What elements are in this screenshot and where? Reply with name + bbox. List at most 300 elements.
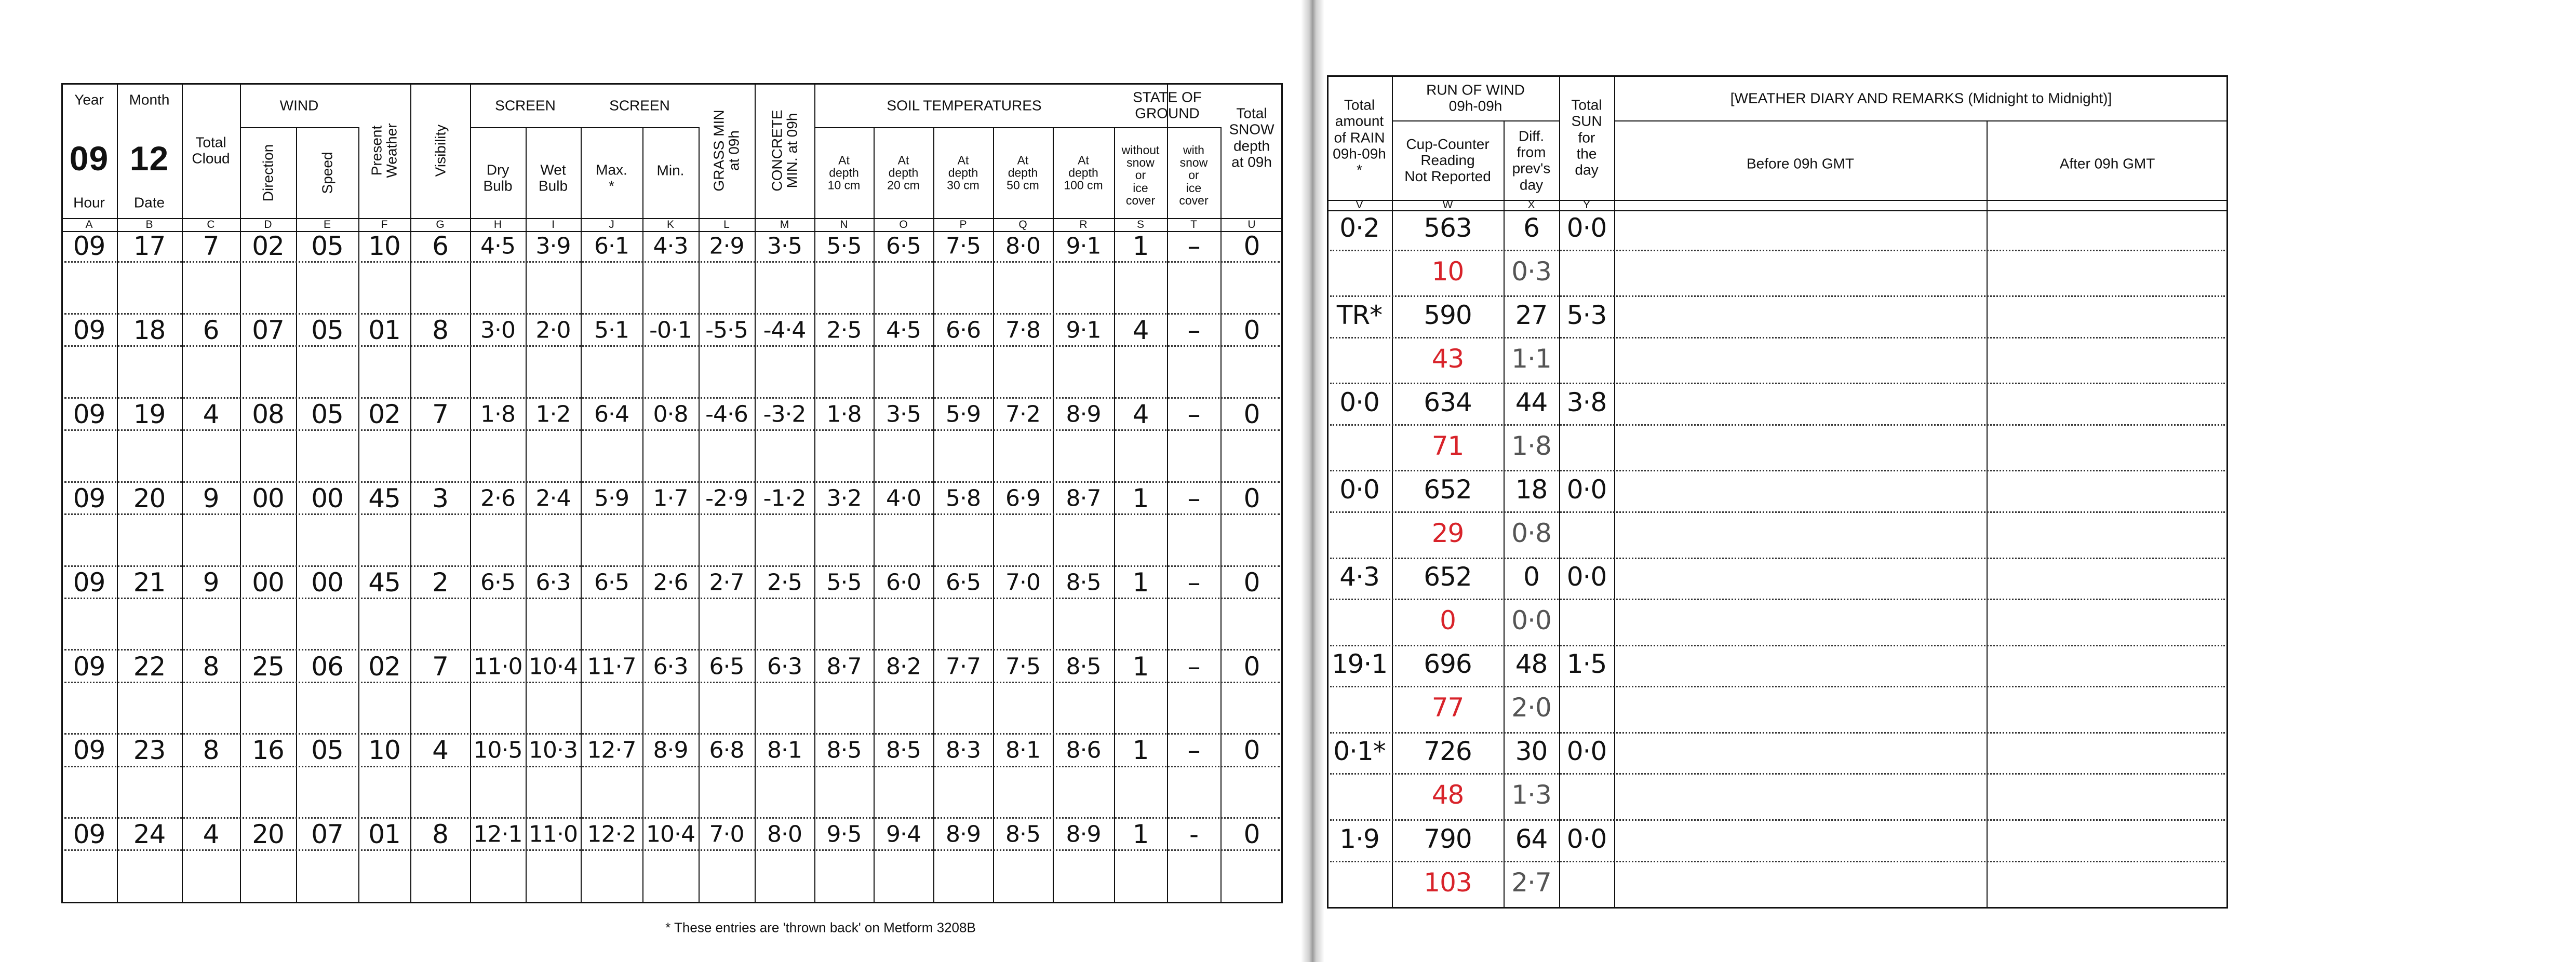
column-divider <box>874 127 875 903</box>
cell-wet: 3·9 <box>535 233 571 260</box>
cell-speed: 06 <box>311 651 343 682</box>
cell-cup-counter: 790 <box>1424 823 1472 854</box>
cell-dry: 1·8 <box>480 401 515 428</box>
cell-without-snow: 1 <box>1132 819 1149 850</box>
total-snow-label: Total SNOW depth at 09h <box>1229 105 1274 170</box>
cell-sun: 0·0 <box>1566 736 1607 767</box>
date-label: Date <box>133 194 165 211</box>
wind-direction-label: Direction <box>260 144 276 201</box>
cell-wet: 2·0 <box>535 317 571 344</box>
cell-max: 5·1 <box>594 317 629 344</box>
cell-cloud: 4 <box>203 399 219 429</box>
dotted-rule <box>64 513 1280 515</box>
cell-min: 6·3 <box>653 653 688 680</box>
month-label: Month <box>129 91 170 108</box>
soil-depth-label: At depth 30 cm <box>947 153 980 192</box>
column-divider <box>117 83 118 903</box>
cell-dir: 08 <box>252 399 284 429</box>
column-divider <box>1504 120 1505 909</box>
dotted-rule <box>1330 295 2225 297</box>
dotted-rule <box>1330 645 2225 646</box>
cell-concrete: 8·1 <box>767 737 802 764</box>
cell-min: -0·1 <box>649 317 692 344</box>
cell-without-snow: 1 <box>1132 483 1149 513</box>
cell-cup-counter-red: 103 <box>1424 867 1472 898</box>
cell-hour: 09 <box>73 231 105 262</box>
cell-max: 12·7 <box>587 737 636 764</box>
cell-diff: 27 <box>1515 300 1548 330</box>
cell-with-snow: – <box>1187 651 1200 682</box>
cell-date: 23 <box>133 735 166 766</box>
dotted-rule <box>64 682 1280 683</box>
concrete-min-label: CONCRETE MIN. at 09h <box>769 110 800 192</box>
cell-dir: 02 <box>252 231 284 262</box>
cell-wet: 6·3 <box>535 569 571 596</box>
cell-hour: 09 <box>73 567 105 598</box>
column-letter: K <box>666 218 675 231</box>
cell-rain: TR* <box>1336 300 1383 330</box>
cell-vis: 7 <box>432 651 448 682</box>
cell-s100: 9·1 <box>1066 317 1101 344</box>
cup-counter-label: Cup-Counter Reading Not Reported <box>1404 136 1491 185</box>
cell-grass: -5·5 <box>705 317 748 344</box>
header-divider <box>1327 200 2228 201</box>
cell-cup-counter: 563 <box>1424 212 1472 243</box>
cell-s50: 8·0 <box>1005 233 1040 260</box>
cell-pw: 10 <box>368 735 400 766</box>
cell-speed: 05 <box>311 735 343 766</box>
cell-snow-depth: 0 <box>1243 567 1260 598</box>
cell-pw: 01 <box>368 819 400 850</box>
cell-with-snow: – <box>1187 483 1200 513</box>
cell-diff: 64 <box>1515 823 1548 854</box>
cell-rain: 0·1* <box>1333 736 1386 767</box>
cell-s30: 7·7 <box>946 653 981 680</box>
cell-vis: 4 <box>432 735 448 766</box>
column-letter: T <box>1190 218 1197 231</box>
soil-group-divider <box>814 127 1114 128</box>
cell-max: 6·5 <box>594 569 629 596</box>
dotted-rule <box>64 481 1280 483</box>
cell-speed: 07 <box>311 819 343 850</box>
cell-cloud: 7 <box>203 231 219 262</box>
cell-diff-grey: 0·0 <box>1511 605 1551 636</box>
cell-without-snow: 1 <box>1132 567 1149 598</box>
cell-s100: 8·9 <box>1066 821 1101 848</box>
cell-s10: 8·7 <box>826 653 862 680</box>
cell-s30: 5·9 <box>946 401 981 428</box>
cell-min: 4·3 <box>653 233 688 260</box>
cell-dry: 11·0 <box>473 653 522 680</box>
dotted-rule <box>1330 470 2225 471</box>
cell-diff-grey: 1·1 <box>1511 343 1551 374</box>
dotted-rule <box>64 598 1280 599</box>
cell-cup-counter-red: 0 <box>1440 605 1456 636</box>
cell-with-snow: – <box>1187 567 1200 598</box>
cell-grass: 7·0 <box>709 821 744 848</box>
cell-cloud: 9 <box>203 567 219 598</box>
cell-wet: 10·4 <box>529 653 578 680</box>
dotted-rule <box>64 766 1280 767</box>
cell-s10: 8·5 <box>826 737 862 764</box>
dotted-rule <box>1330 732 2225 734</box>
cell-dry: 3·0 <box>480 317 515 344</box>
cell-rain: 4·3 <box>1339 562 1379 592</box>
cell-cup-counter: 590 <box>1424 300 1472 330</box>
cell-s30: 5·8 <box>946 485 981 512</box>
column-divider <box>642 127 643 903</box>
diary-label: [WEATHER DIARY AND REMARKS (Midnight to Midnight)] <box>1730 89 2112 106</box>
column-divider <box>1053 127 1054 903</box>
cell-with-snow: – <box>1187 735 1200 766</box>
cell-pw: 10 <box>368 231 400 262</box>
total-sun-label: Total SUN for the day <box>1571 97 1602 179</box>
max-label: Max. * <box>596 161 627 194</box>
cell-s50: 6·9 <box>1005 485 1040 512</box>
soil-temperatures-label: SOIL TEMPERATURES <box>887 97 1042 113</box>
cell-cloud: 8 <box>203 651 219 682</box>
cell-s100: 8·5 <box>1066 569 1101 596</box>
cell-sun: 0·0 <box>1566 212 1607 243</box>
cell-pw: 01 <box>368 315 400 345</box>
cell-rain: 0·2 <box>1339 212 1379 243</box>
column-letter: H <box>493 218 502 231</box>
cell-s100: 8·9 <box>1066 401 1101 428</box>
cell-s30: 6·6 <box>946 317 981 344</box>
cell-date: 20 <box>133 483 166 513</box>
visibility-label: Visibility <box>432 124 448 177</box>
soil-depth-label: At depth 100 cm <box>1064 153 1103 192</box>
cell-pw: 45 <box>368 567 400 598</box>
column-letter: U <box>1247 218 1256 231</box>
cell-snow-depth: 0 <box>1243 399 1260 429</box>
cell-s50: 8·1 <box>1005 737 1040 764</box>
diary-divider <box>1614 120 2228 121</box>
cell-cup-counter-red: 10 <box>1431 256 1464 287</box>
cell-sun: 1·5 <box>1566 649 1607 680</box>
soil-depth-label: At depth 50 cm <box>1007 153 1039 192</box>
cell-grass: 2·7 <box>709 569 744 596</box>
column-divider <box>1167 83 1168 903</box>
state-of-ground-label: STATE OF GROUND <box>1133 89 1202 121</box>
cell-s30: 8·9 <box>946 821 981 848</box>
cell-hour: 09 <box>73 483 105 513</box>
column-divider <box>470 83 471 903</box>
cell-date: 18 <box>133 315 166 345</box>
column-letter: F <box>381 218 388 231</box>
cell-date: 17 <box>133 231 166 262</box>
cell-without-snow: 4 <box>1132 315 1149 345</box>
cell-speed: 05 <box>311 399 343 429</box>
column-letter: J <box>609 218 614 231</box>
cell-pw: 45 <box>368 483 400 513</box>
cell-diff: 44 <box>1515 387 1548 417</box>
header-bottom-rule <box>1327 210 2228 211</box>
cell-diff: 18 <box>1515 475 1548 505</box>
dotted-rule <box>64 649 1280 651</box>
column-divider <box>358 127 359 903</box>
cell-without-snow: 4 <box>1132 399 1149 429</box>
cell-dry: 4·5 <box>480 233 515 260</box>
run-of-wind-divider <box>1392 120 1559 121</box>
column-letter: N <box>840 218 848 231</box>
soil-depth-label: At depth 20 cm <box>887 153 920 192</box>
cell-cloud: 6 <box>203 315 219 345</box>
cell-with-snow: – <box>1187 399 1200 429</box>
cell-vis: 6 <box>432 231 448 262</box>
with-snow-label: with snow or ice cover <box>1179 143 1209 208</box>
cell-sun: 0·0 <box>1566 475 1607 505</box>
cell-sun: 3·8 <box>1566 387 1607 417</box>
cell-s50: 7·5 <box>1005 653 1040 680</box>
cell-date: 19 <box>133 399 166 429</box>
screen2-group-divider <box>581 127 699 128</box>
cell-s20: 8·2 <box>886 653 921 680</box>
column-divider <box>993 127 994 903</box>
cell-sun: 0·0 <box>1566 562 1607 592</box>
cell-s10: 2·5 <box>826 317 862 344</box>
cell-wet: 2·4 <box>535 485 571 512</box>
dotted-rule <box>64 313 1280 315</box>
column-letter: A <box>85 218 93 231</box>
cell-min: 2·6 <box>653 569 688 596</box>
cell-min: 0·8 <box>653 401 688 428</box>
cell-rain: 0·0 <box>1339 387 1379 417</box>
column-letter: L <box>723 218 730 231</box>
wind-label: WIND <box>279 97 319 113</box>
column-letter: Y <box>1582 199 1591 211</box>
present-weather-label: Present Weather <box>368 123 400 178</box>
dotted-rule <box>64 397 1280 399</box>
cell-s10: 1·8 <box>826 401 862 428</box>
column-divider <box>1987 120 1988 909</box>
soil-depth-label: At depth 10 cm <box>827 153 861 192</box>
dotted-rule <box>1330 773 2225 775</box>
cell-diff-grey: 2·7 <box>1511 867 1551 898</box>
after-09h-label: After 09h GMT <box>2059 155 2155 172</box>
hour-label: Hour <box>73 194 105 211</box>
ground-group-divider <box>1114 127 1220 128</box>
cell-vis: 8 <box>432 315 448 345</box>
cell-snow-depth: 0 <box>1243 735 1260 766</box>
cell-s10: 3·2 <box>826 485 862 512</box>
cell-max: 11·7 <box>587 653 636 680</box>
dotted-rule <box>1330 819 2225 821</box>
cell-hour: 09 <box>73 399 105 429</box>
cell-s100: 8·7 <box>1066 485 1101 512</box>
dotted-rule <box>1330 599 2225 600</box>
column-divider <box>240 83 241 903</box>
cell-rain: 1·9 <box>1339 823 1379 854</box>
cell-concrete: 8·0 <box>767 821 802 848</box>
cell-date: 21 <box>133 567 166 598</box>
grass-min-label: GRASS MIN at 09h <box>710 110 742 192</box>
column-divider <box>296 127 297 903</box>
cell-concrete: 2·5 <box>767 569 802 596</box>
cell-s20: 6·5 <box>886 233 921 260</box>
screen-label-1: SCREEN <box>495 97 556 113</box>
cell-max: 5·9 <box>594 485 629 512</box>
cell-diff: 6 <box>1523 212 1539 243</box>
right-page <box>1319 0 2576 962</box>
cell-snow-depth: 0 <box>1243 651 1260 682</box>
cell-hour: 09 <box>73 819 105 850</box>
cell-dir: 00 <box>252 483 284 513</box>
cell-s20: 6·0 <box>886 569 921 596</box>
cell-diff: 30 <box>1515 736 1548 767</box>
column-letter: S <box>1136 218 1145 231</box>
dotted-rule <box>1330 424 2225 426</box>
cell-pw: 02 <box>368 651 400 682</box>
cell-without-snow: 1 <box>1132 651 1149 682</box>
column-divider <box>814 83 815 903</box>
cell-speed: 05 <box>311 231 343 262</box>
cell-s10: 9·5 <box>826 821 862 848</box>
wind-speed-label: Speed <box>319 152 336 194</box>
column-divider <box>699 127 700 903</box>
cell-s20: 9·4 <box>886 821 921 848</box>
cell-cup-counter: 696 <box>1424 649 1472 680</box>
cell-wet: 1·2 <box>535 401 571 428</box>
dotted-rule <box>64 817 1280 819</box>
dotted-rule <box>64 849 1280 851</box>
cell-cup-counter: 652 <box>1424 562 1472 592</box>
cell-date: 24 <box>133 819 166 850</box>
dry-bulb-label: Dry Bulb <box>483 161 513 194</box>
cell-cup-counter: 634 <box>1424 387 1472 417</box>
cell-diff: 48 <box>1515 649 1548 680</box>
column-letter: I <box>552 218 555 231</box>
cell-diff-grey: 2·0 <box>1511 693 1551 723</box>
cell-concrete: -1·2 <box>763 485 806 512</box>
cell-s30: 7·5 <box>946 233 981 260</box>
cell-with-snow: – <box>1187 231 1200 262</box>
cell-s30: 8·3 <box>946 737 981 764</box>
book-gutter <box>1301 0 1324 962</box>
cell-cup-counter: 652 <box>1424 475 1472 505</box>
cell-s10: 5·5 <box>826 569 862 596</box>
wind-group-divider <box>240 127 358 128</box>
cell-concrete: -4·4 <box>763 317 806 344</box>
dotted-rule <box>64 261 1280 263</box>
cell-wet: 10·3 <box>529 737 578 764</box>
cell-diff-grey: 1·8 <box>1511 430 1551 461</box>
cell-concrete: -3·2 <box>763 401 806 428</box>
cell-snow-depth: 0 <box>1243 483 1260 513</box>
cell-cup-counter-red: 77 <box>1431 693 1464 723</box>
screen1-group-divider <box>470 127 581 128</box>
cell-vis: 3 <box>432 483 448 513</box>
cell-hour: 09 <box>73 651 105 682</box>
cell-min: 8·9 <box>653 737 688 764</box>
cell-hour: 09 <box>73 735 105 766</box>
cell-grass: -2·9 <box>705 485 748 512</box>
cell-cloud: 4 <box>203 819 219 850</box>
column-letter: C <box>207 218 215 231</box>
column-letter: R <box>1079 218 1088 231</box>
cell-with-snow: - <box>1189 819 1199 850</box>
cell-s50: 8·5 <box>1005 821 1040 848</box>
column-divider <box>526 127 527 903</box>
cell-diff-grey: 1·3 <box>1511 780 1551 810</box>
dotted-rule <box>1330 337 2225 338</box>
dotted-rule <box>64 345 1280 347</box>
column-divider <box>1220 127 1222 903</box>
cell-grass: 6·8 <box>709 737 744 764</box>
cell-speed: 00 <box>311 483 343 513</box>
cell-max: 12·2 <box>587 821 636 848</box>
cell-snow-depth: 0 <box>1243 231 1260 262</box>
cell-s10: 5·5 <box>826 233 862 260</box>
cell-min: 10·4 <box>646 821 695 848</box>
column-letter: P <box>959 218 967 231</box>
cell-s20: 3·5 <box>886 401 921 428</box>
cell-rain: 0·0 <box>1339 475 1379 505</box>
cell-s20: 8·5 <box>886 737 921 764</box>
footnote: * These entries are 'thrown back' on Metform 3208B <box>665 919 976 936</box>
cell-dry: 2·6 <box>480 485 515 512</box>
cell-vis: 7 <box>432 399 448 429</box>
cell-s100: 9·1 <box>1066 233 1101 260</box>
cell-s50: 7·2 <box>1005 401 1040 428</box>
run-of-wind-label: RUN OF WIND 09h-09h <box>1426 82 1525 114</box>
cell-dir: 20 <box>252 819 284 850</box>
column-divider <box>410 83 411 903</box>
column-letter: B <box>145 218 153 231</box>
cell-snow-depth: 0 <box>1243 315 1260 345</box>
column-divider <box>581 127 582 903</box>
cell-rain: 19·1 <box>1331 649 1388 680</box>
cell-with-snow: – <box>1187 315 1200 345</box>
cell-s100: 8·5 <box>1066 653 1101 680</box>
cell-concrete: 6·3 <box>767 653 802 680</box>
cell-max: 6·4 <box>594 401 629 428</box>
dotted-rule <box>1330 511 2225 513</box>
cell-s20: 4·0 <box>886 485 921 512</box>
cell-concrete: 3·5 <box>767 233 802 260</box>
column-letter: M <box>780 218 789 231</box>
dotted-rule <box>64 429 1280 431</box>
cell-sun: 0·0 <box>1566 823 1607 854</box>
column-letter: Q <box>1018 218 1027 231</box>
year-value: 09 <box>69 139 109 178</box>
cell-s30: 6·5 <box>946 569 981 596</box>
dotted-rule <box>1330 383 2225 384</box>
cell-grass: -4·6 <box>705 401 748 428</box>
cell-dir: 16 <box>252 735 284 766</box>
column-divider <box>755 83 756 903</box>
column-letter: E <box>323 218 331 231</box>
cell-dir: 07 <box>252 315 284 345</box>
cell-wet: 11·0 <box>529 821 578 848</box>
column-letter: O <box>899 218 908 231</box>
cell-vis: 2 <box>432 567 448 598</box>
cell-pw: 02 <box>368 399 400 429</box>
cell-date: 22 <box>133 651 166 682</box>
cell-min: 1·7 <box>653 485 688 512</box>
cell-cup-counter: 726 <box>1424 736 1472 767</box>
column-letter: V <box>1356 199 1363 211</box>
without-snow-label: without snow or ice cover <box>1121 143 1160 208</box>
cell-s20: 4·5 <box>886 317 921 344</box>
cell-diff-grey: 0·3 <box>1511 256 1551 287</box>
diff-label: Diff. from prev's day <box>1512 127 1551 193</box>
cell-cloud: 9 <box>203 483 219 513</box>
cell-without-snow: 1 <box>1132 735 1149 766</box>
cell-max: 6·1 <box>594 233 629 260</box>
year-label: Year <box>74 91 104 108</box>
cell-cup-counter-red: 71 <box>1431 430 1464 461</box>
